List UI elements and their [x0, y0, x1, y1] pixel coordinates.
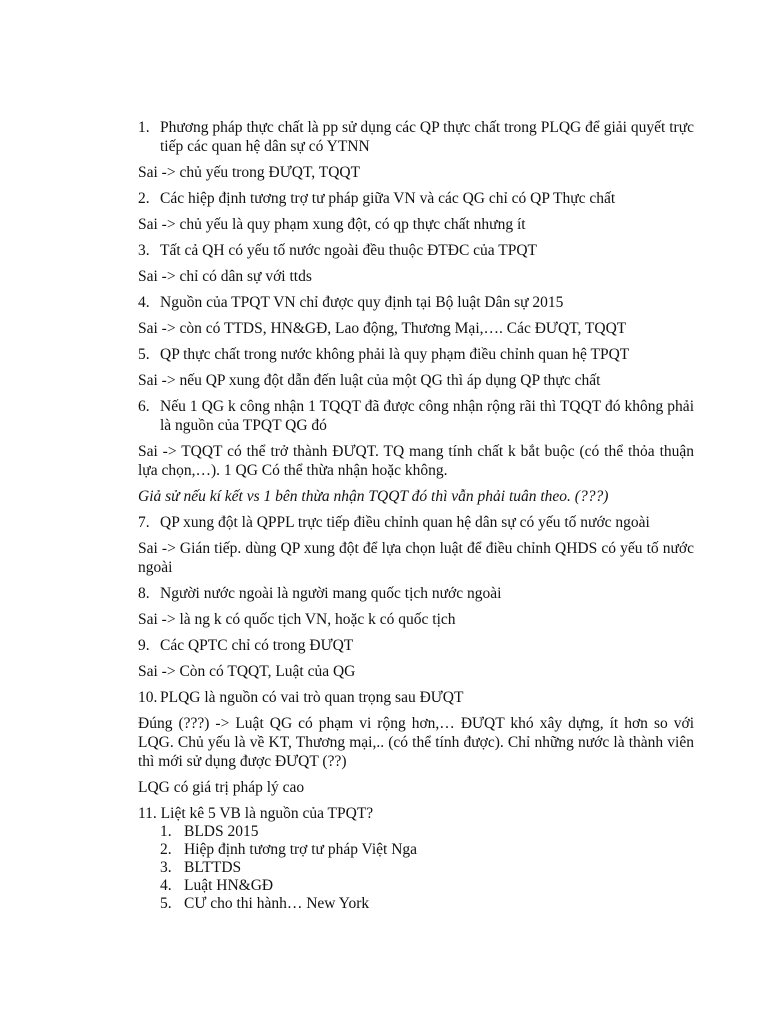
sublist-text: Luật HN&GĐ [184, 877, 274, 894]
question-number: 8. [138, 585, 150, 602]
answer-text: Sai -> chủ yếu trong ĐƯQT, TQQT [138, 164, 361, 181]
sublist-item [160, 895, 694, 913]
question-number: 7. [138, 514, 150, 531]
question-number: 10. [138, 689, 158, 706]
answer-text: Sai -> Còn có TQQT, Luật của QG [138, 663, 356, 680]
qa-list [138, 118, 694, 797]
question-text: Nguồn của TPQT VN chỉ được quy định tại Bộ luật Dân sự 2015 [160, 294, 564, 311]
question-item [138, 688, 694, 707]
question-item [138, 241, 694, 260]
question-text: Các QPTC chỉ có trong ĐƯQT [160, 637, 354, 654]
sublist-number: 5. [160, 895, 172, 912]
note-text: Giả sử nếu kí kết vs 1 bên thừa nhận TQQT đó thì vẫn phải tuân theo. (???) [138, 488, 609, 505]
question-item [138, 397, 694, 435]
question-item [138, 513, 694, 532]
answer-text: Sai -> TQQT có thể trở thành ĐƯQT. TQ mang tính chất k bắt buộc (có thể thỏa thuận lựa chọn,…). 1 QG Có thể thừa nhận hoặc không. [138, 443, 694, 479]
question-text: Phương pháp thực chất là pp sử dụng các QP thực chất trong PLQG để giải quyết trực tiếp các quan hệ dân sự có YTNN [160, 119, 694, 155]
answer-text: Sai -> là ng k có quốc tịch VN, hoặc k có quốc tịch [138, 611, 456, 628]
question-text: Nếu 1 QG k công nhận 1 TQQT đã được công nhận rộng rãi thì TQQT đó không phải là nguồn của TPQT QG đó [160, 398, 694, 434]
question-number: 9. [138, 637, 150, 654]
question-11 [138, 804, 694, 913]
question-item [138, 345, 694, 364]
question-number: 2. [138, 190, 150, 207]
question-number: 1. [138, 119, 150, 136]
answer-text: Sai -> chủ yếu là quy phạm xung đột, có qp thực chất nhưng ít [138, 216, 526, 233]
question-number: 6. [138, 398, 150, 415]
question-text: Các hiệp định tương trợ tư pháp giữa VN và các QG chỉ có QP Thực chất [160, 190, 616, 207]
sublist-item [160, 841, 694, 859]
sublist-number: 1. [160, 823, 172, 840]
question-11-text: 11. Liệt kê 5 VB là nguồn của TPQT? [138, 805, 374, 822]
sublist-number: 3. [160, 859, 172, 876]
sublist-item [160, 877, 694, 895]
question-item [138, 118, 694, 156]
answer-text: Sai -> chỉ có dân sự với ttds [138, 268, 312, 285]
sublist-text: BLTTDS [184, 859, 242, 876]
answer-text: Sai -> Gián tiếp. dùng QP xung đột để lựa chọn luật để điều chỉnh QHDS có yếu tố nước ngoài [138, 540, 694, 576]
answer-text: Sai -> nếu QP xung đột dẫn đến luật của một QG thì áp dụng QP thực chất [138, 372, 601, 389]
answer-text: Sai -> còn có TTDS, HN&GĐ, Lao động, Thương Mại,…. Các ĐƯQT, TQQT [138, 320, 627, 337]
sublist-text: BLDS 2015 [184, 823, 259, 840]
question-text: Tất cả QH có yếu tố nước ngoài đều thuộc ĐTĐC của TPQT [160, 242, 538, 259]
sublist-text: Hiệp định tương trợ tư pháp Việt Nga [184, 841, 418, 858]
question-item [138, 584, 694, 603]
question-text: Người nước ngoài là người mang quốc tịch nước ngoài [160, 585, 502, 602]
sublist-text: CƯ cho thi hành… New York [184, 895, 370, 912]
sublist-number: 4. [160, 877, 172, 894]
answer-text: Đúng (???) -> Luật QG có phạm vi rộng hơn,… ĐƯQT khó xây dựng, ít hơn so với LQG. Chủ yếu là về KT, Thương mại,.. (có thể tính được). Chỉ những nước là thành viên thì mới sử dụng được ĐƯQT (??) [138, 715, 694, 770]
question-item [138, 636, 694, 655]
question-number: 5. [138, 346, 150, 363]
question-number: 4. [138, 294, 150, 311]
sublist-item [160, 823, 694, 841]
question-text: QP xung đột là QPPL trực tiếp điều chỉnh quan hệ dân sự có yếu tố nước ngoài [160, 514, 650, 531]
answer-text: LQG có giá trị pháp lý cao [138, 779, 305, 796]
question-number: 3. [138, 242, 150, 259]
answer-sublist [160, 823, 694, 913]
question-text: QP thực chất trong nước không phải là quy phạm điều chỉnh quan hệ TPQT [160, 346, 630, 363]
sublist-item [160, 859, 694, 877]
question-item [138, 293, 694, 312]
question-item [138, 189, 694, 208]
sublist-number: 2. [160, 841, 172, 858]
question-text: PLQG là nguồn có vai trò quan trọng sau ĐƯQT [160, 689, 464, 706]
document-page [138, 118, 694, 913]
